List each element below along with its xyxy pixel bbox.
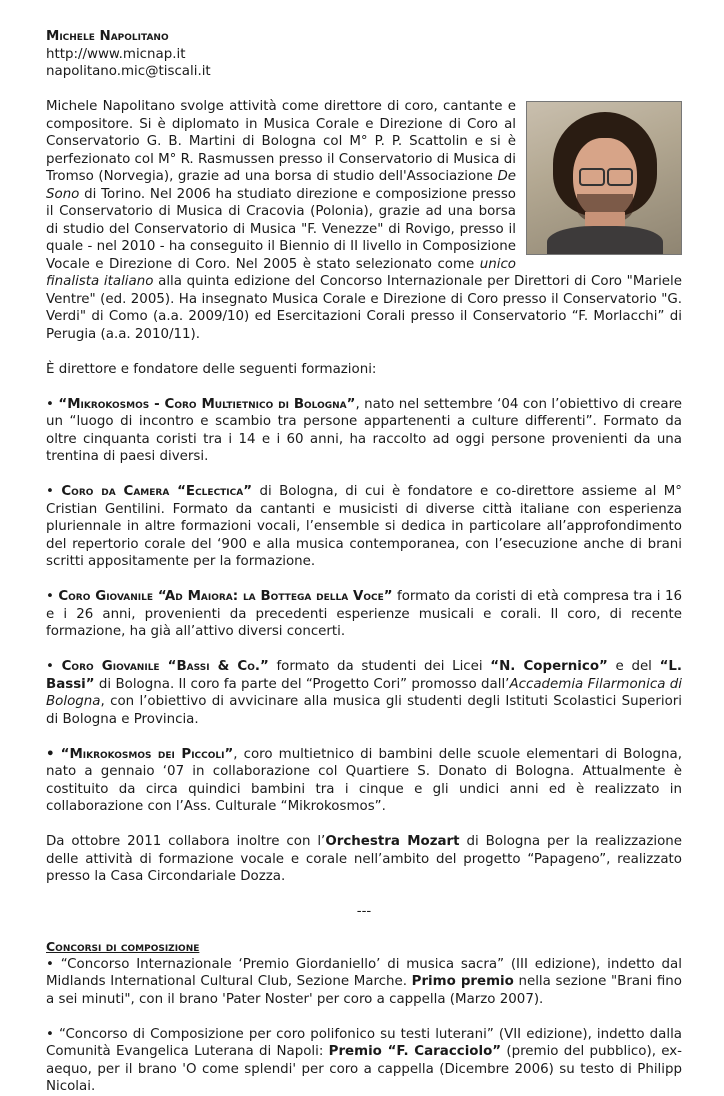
contests-heading: Concorsi di composizione: [46, 939, 200, 954]
contest-item: • “Concorso di Composizione per coro polifonico su testi luterani” (VII edizione), indetto dalla Comunità Evangelica Luterana di Napoli: Premio “F. Caracciolo” (premio del pubblico), ex-aequo, per il brano 'O come splendi' per coro a cappella (Dicembre 2006) su testo di Philipp Nicolai.: [46, 1026, 682, 1094]
group-item-bassi: • Coro Giovanile “Bassi & Co.” formato da studenti dei Licei “N. Copernico” e del “L. Bassi” di Bologna. Il coro fa parte del “Progetto Cori” promosso dall’Accademia Filarmonica di Bologna, con l’obiettivo di avvicinare alla musica gli studenti degli Istituti Scolastici Superiori di Bologna e Provincia.: [46, 659, 683, 727]
intro-line: È direttore e fondatore delle seguenti formazioni:: [46, 361, 377, 377]
mozart-paragraph: Da ottobre 2011 collabora inoltre con l’Orchestra Mozart di Bologna per la realizzazione delle attività di formazione vocale e corale nell’ambito del progetto “Papageno”, realizzato presso la Casa Circondariale Dozza.: [46, 834, 683, 884]
contest-item: • “Concorso Internazionale ‘Premio Giordaniello’ di musica sacra” (III edizione), indetto dal Midlands International Cultural Club, Sezione Marche. Primo premio nella sezione "Brani fino a sei minuti", con il brano 'Pater Noster' per coro a cappella (Marzo 2007).: [46, 956, 682, 1007]
portrait-photo: [526, 101, 682, 255]
group-item: • “Mikrokosmos - Coro Multietnico di Bologna”, nato nel settembre ‘04 con l’obiettivo di creare un “luogo di incontro e scambio tra persone appartenenti a culture differenti”. Formato da oltre cinquanta coristi tra i 14 e i 60 anni, ha raccolto ad oggi persone provenienti da una trentina di paesi diversi.: [46, 396, 683, 464]
bio-paragraph: Michele Napolitano svolge attività come direttore di coro, cantante e compositore. Si è diplomato in Musica Corale e Direzione di Coro al Conservatorio G. B. Martini di Bologna col M° P. P. Scattolin e si è perfezionato col M° R. Rasmussen presso il Conservatorio di Musica di Tromso (Norvegia), grazie ad una borsa di studio dell'Associazione De Sono di Torino. Nel 2006 ha studiato direzione e composizione presso il Conservatorio di Musica di Cracovia (Polonia), grazie ad una borsa di studio del Conservatorio di Musica "F. Venezze" di Rovigo, presso il quale - nel 2010 - ha conseguito il Biennio di II livello in Composizione Vocale e Direzione di Coro. Nel 2005 è stato selezionato come unico finalista italiano alla quinta edizione del Concorso Internazionale per Direttori di Coro "Mariele Ventre" (ed. 2005). Ha insegnato Musica Corale e Direzione di Coro presso il Conservatorio "G. Verdi" di Como (a.a. 2009/10) ed Esercitazioni Corali presso il Conservatorio “F. Morlacchi” di Perugia (a.a. 2010/11).: [46, 99, 683, 342]
website-link[interactable]: http://www.micnap.it: [46, 46, 186, 62]
section-separator: ---: [356, 904, 372, 919]
group-item: • Coro Giovanile “Ad Maiora: la Bottega della Voce” formato da coristi di età compresa tra i 16 e i 26 anni, provenienti da precedenti esperienze musicali e corali. Il coro, di recente formazione, ha già all’attivo diversi concerti.: [46, 589, 682, 639]
group-item-piccoli: • “Mikrokosmos dei Piccoli”, coro multietnico di bambini delle scuole elementari di Bologna, nato a gennaio ‘07 in collaborazione col Quartiere S. Donato di Bologna. Attualmente è costituito da circa quindici bambini tra i cinque e gli undici anni ed è realizzato in collaborazione con l’Ass. Culturale “Mikrokosmos”.: [46, 746, 682, 814]
document-page: [46, 28, 682, 1096]
group-item: • Coro da Camera “Eclectica” di Bologna, di cui è fondatore e co-direttore assieme al M° Cristian Gentilini. Formato da cantanti e musicisti di diverse città italiane con esperienza pluriennale in altre formazioni vocali, l’ensemble si dedica in particolare all’approfondimento del repertorio corale del ‘900 e alla musica contemporanea, con l’esecuzione anche di brani scritti appositamente per la formazione.: [46, 484, 682, 569]
author-name: Michele Napolitano: [46, 29, 169, 44]
email-link[interactable]: napolitano.mic@tiscali.it: [46, 64, 211, 79]
